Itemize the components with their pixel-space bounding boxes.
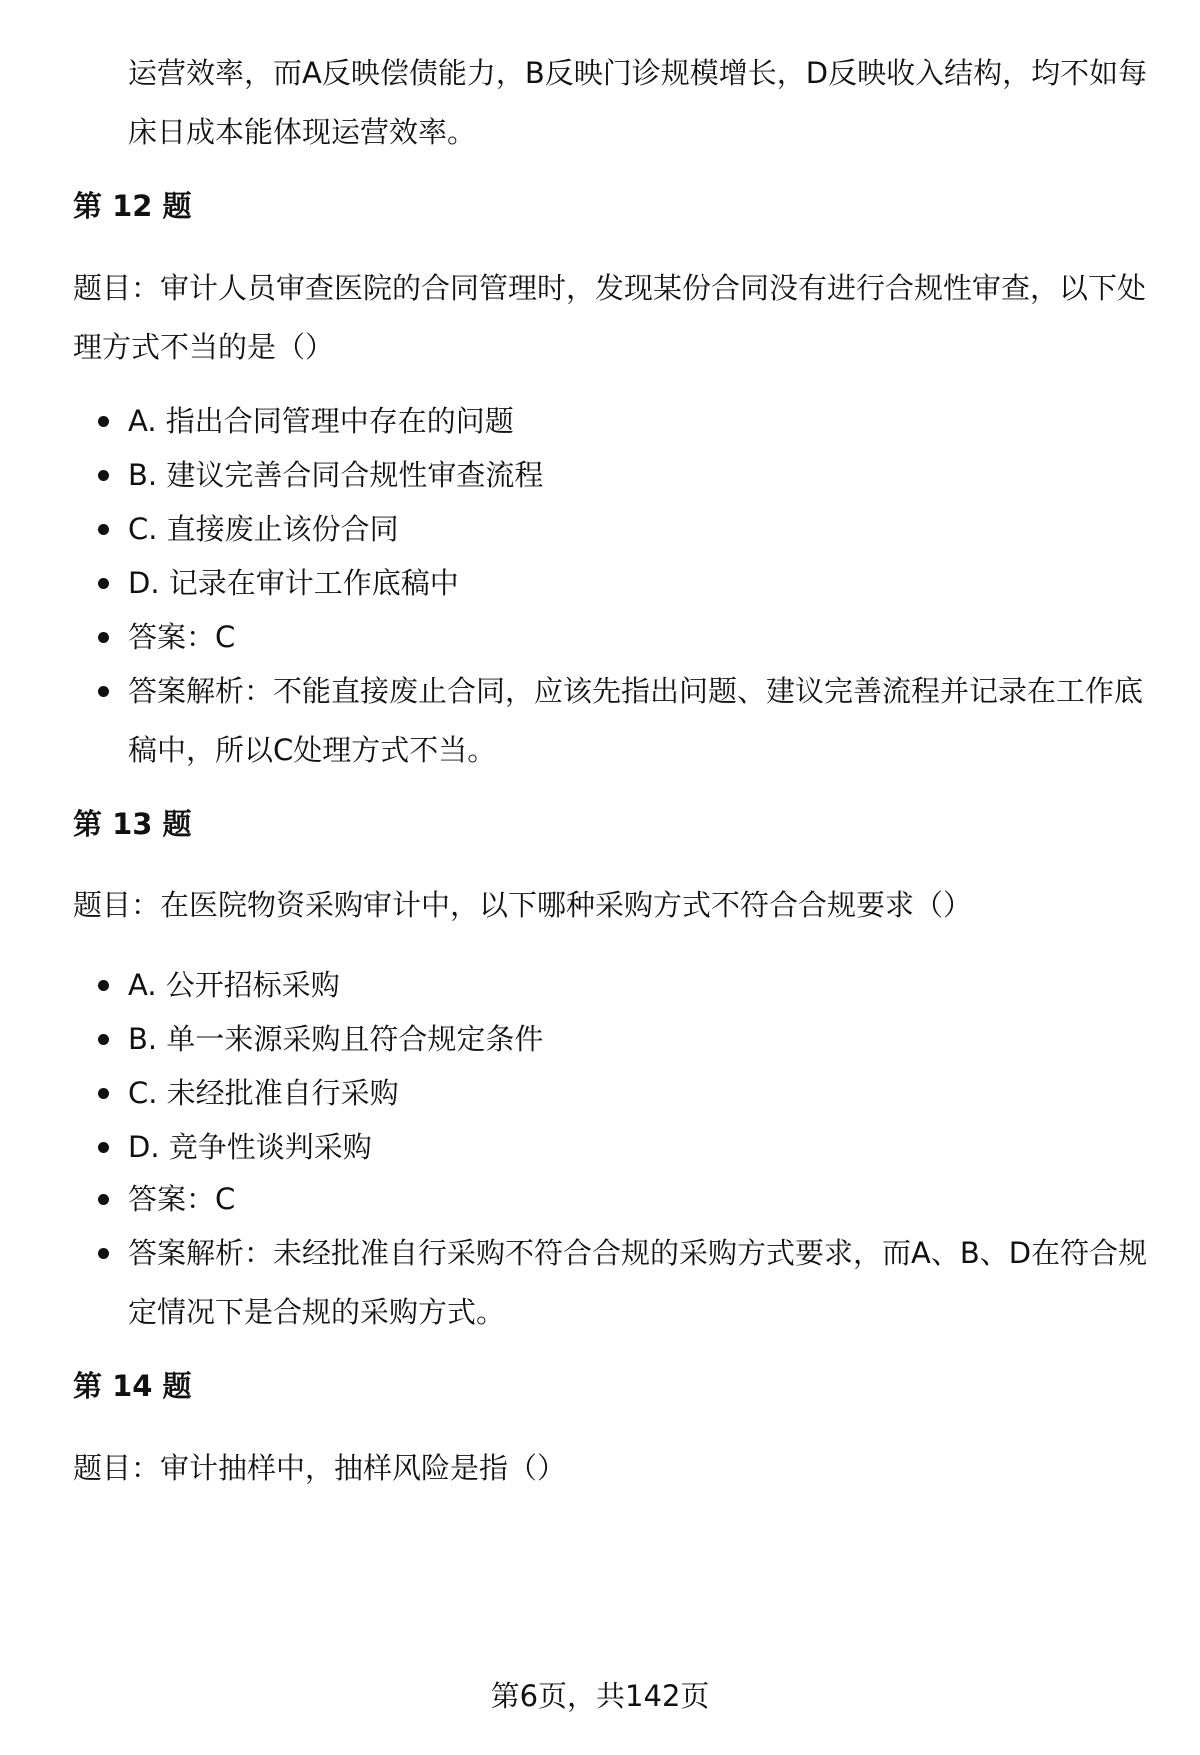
question-13-option-b: B. 单一来源采购且符合规定条件	[128, 1010, 1148, 1069]
question-13-stem: 题目：在医院物资采购审计中，以下哪种采购方式不符合合规要求（）	[73, 888, 973, 922]
question-14-stem: 题目：审计抽样中，抽样风险是指（）	[73, 1451, 567, 1485]
question-12-stem: 题目：审计人员审查医院的合同管理时，发现某份合同没有进行合规性审查，以下处理方式不当的是（）	[73, 271, 1147, 364]
question-13-option-a: A. 公开招标采购	[128, 956, 1148, 1015]
question-14-heading: 第 14 题	[73, 1369, 192, 1403]
question-13-option-d: D. 竞争性谈判采购	[128, 1118, 1148, 1177]
question-12-option-c: C. 直接废止该份合同	[128, 500, 1148, 559]
question-13-analysis: 答案解析：未经批准自行采购不符合合规的采购方式要求，而A、B、D在符合规定情况下是合规的采购方式。	[128, 1224, 1148, 1342]
question-13-heading: 第 13 题	[73, 807, 192, 841]
question-13-answer: 答案：C	[128, 1170, 1148, 1229]
question-12-option-b: B. 建议完善合同合规性审查流程	[128, 446, 1148, 505]
page-number-footer: 第6页，共142页	[490, 1679, 710, 1713]
intro-continuation-text: 运营效率，而A反映偿债能力，B反映门诊规模增长，D反映收入结构，均不如每床日成本能体现运营效率。	[128, 56, 1148, 149]
question-12-option-a: A. 指出合同管理中存在的问题	[128, 392, 1148, 451]
question-13-option-c: C. 未经批准自行采购	[128, 1064, 1148, 1123]
question-12-heading: 第 12 题	[73, 189, 192, 223]
question-12-analysis: 答案解析：不能直接废止合同，应该先指出问题、建议完善流程并记录在工作底稿中，所以C处理方式不当。	[128, 662, 1148, 780]
question-12-option-d: D. 记录在审计工作底稿中	[128, 554, 1148, 613]
question-12-answer: 答案：C	[128, 608, 1148, 667]
